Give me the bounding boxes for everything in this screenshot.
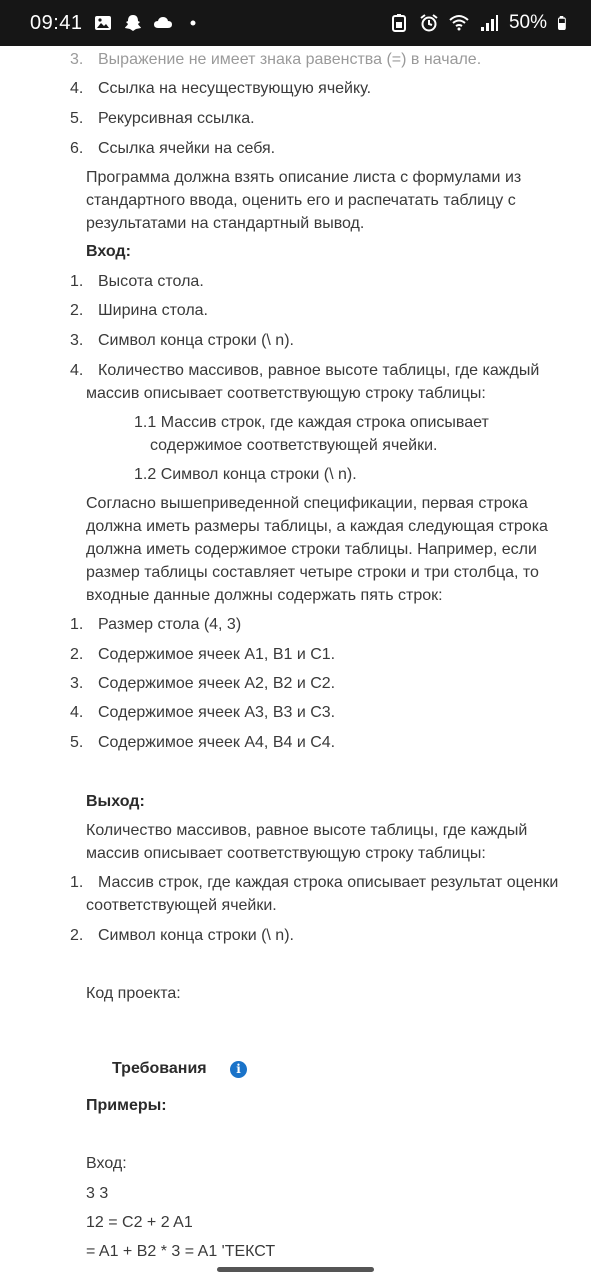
home-indicator-bar[interactable] bbox=[217, 1267, 374, 1272]
wifi-icon bbox=[449, 13, 469, 33]
program-description: Программа должна взять описание листа с формулами из стандартного ввода, оценить его и распечатать таблицу с результатами на стандартный вывод. bbox=[86, 169, 522, 232]
notification-dot-icon bbox=[183, 13, 203, 33]
examples-heading: Примеры: bbox=[86, 1097, 167, 1114]
battery-percent: 50% bbox=[508, 12, 547, 33]
sub-list-item-continuation: содержимое соответствующей ячейки. bbox=[150, 437, 438, 454]
signal-icon bbox=[479, 13, 499, 33]
sub-list-item: 1.2 Символ конца строки (\ n). bbox=[134, 466, 357, 483]
input-heading: Вход: bbox=[86, 243, 131, 260]
gallery-icon bbox=[93, 13, 113, 33]
output-paragraph: Количество массивов, равное высоте таблицы, где каждый массив описывает соответствующую строку таблицы: bbox=[86, 822, 528, 862]
list-item-continuation: массив описывает соответствующую строку таблицы: bbox=[86, 385, 486, 402]
example-input-label: Вход: bbox=[86, 1155, 127, 1172]
sub-list-item: 1.1 Массив строк, где каждая строка описывает bbox=[134, 414, 489, 431]
project-code-label: Код проекта: bbox=[86, 985, 181, 1002]
clock: 09:41 bbox=[30, 11, 83, 34]
status-right bbox=[389, 12, 571, 34]
battery-icon bbox=[557, 13, 571, 33]
status-bar bbox=[0, 0, 591, 46]
example-line: = A1 + B2 * 3 = A1 'ТЕКСТ bbox=[86, 1243, 276, 1260]
cloud-icon bbox=[153, 13, 173, 33]
lock-battery-saver-icon bbox=[389, 13, 409, 33]
snapchat-icon bbox=[123, 13, 143, 33]
example-line: 3 3 bbox=[86, 1185, 109, 1202]
requirements-label[interactable]: Требования bbox=[112, 1060, 207, 1077]
output-heading: Выход: bbox=[86, 793, 145, 810]
alarm-icon bbox=[419, 13, 439, 33]
info-icon[interactable]: i bbox=[230, 1061, 247, 1078]
example-line: 12 = C2 + 2 A1 bbox=[86, 1214, 193, 1231]
list-item-continuation: соответствующей ячейки. bbox=[86, 897, 277, 914]
specification-paragraph: Согласно вышеприведенной спецификации, первая строка должна иметь размеры таблицы, а каждая следующая строка должна иметь содержимое строки таблицы. Например, если размер таблицы составляет четыре строки и три столбца, то входные данные должны содержать пять строк: bbox=[86, 495, 548, 604]
status-left bbox=[30, 12, 203, 35]
